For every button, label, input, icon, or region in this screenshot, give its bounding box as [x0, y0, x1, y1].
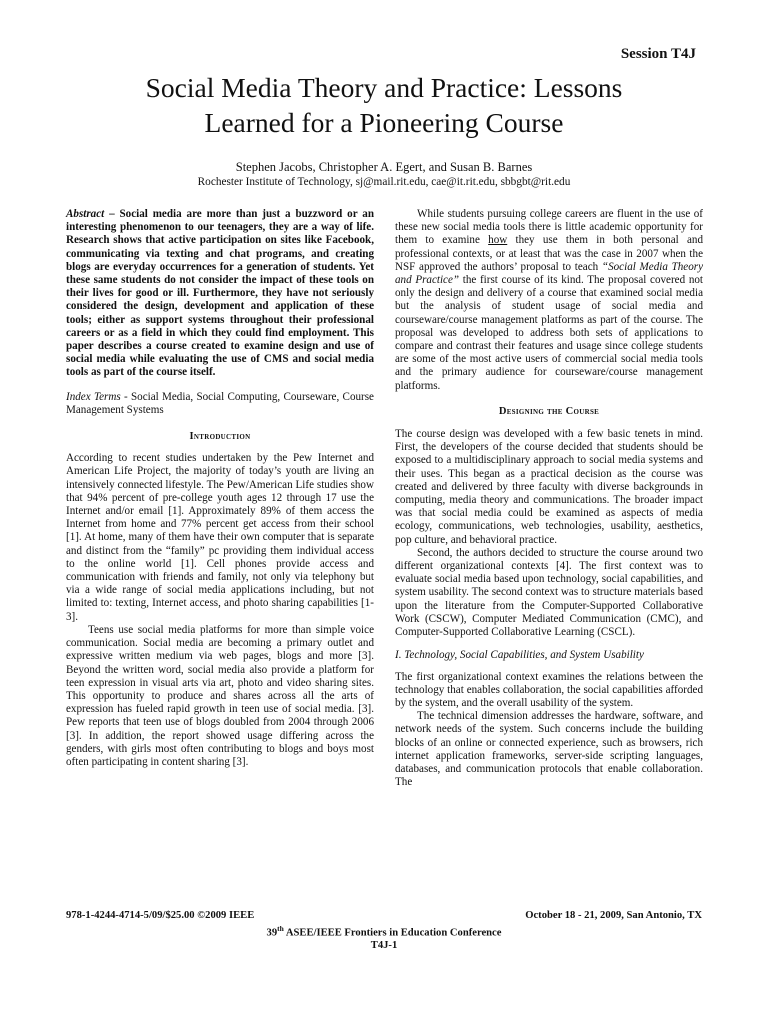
subsection-heading: I. Technology, Social Capabilities, and System Usability [395, 649, 644, 662]
abstract-label: Abstract [66, 208, 105, 220]
conf-number: 39 [266, 927, 278, 939]
footer-isbn: 978-1-4244-4714-5/09/$25.00 ©2009 IEEE [66, 910, 255, 921]
right-paragraph-1 [395, 208, 703, 393]
design-paragraph-1: The course design was developed with a few basic tenets in mind. First, the developers of the course decided that students should be exposed to a multidisciplinary approach to social media systems and their uses. This began as a practical decision as the course was created and delivered by three faculty with diverse backgrounds in computing, media theory and communications. The broader impact was that social media could be examined as aspects of media ecology, communications, web technologies, usability, aesthetics, pop culture, and behavioral practice. [395, 428, 703, 546]
footer-date: October 18 - 21, 2009, San Antonio, TX [525, 910, 702, 921]
design-paragraph-2: Second, the authors decided to structure the course around two different organizational contexts [4]. The first context was to evaluate social media based upon technology, social capabilities, and system usability. The second context was to structure materials based upon the literature from the Computer-Supported Collaborative Work (CSCW), Computer Mediated Communication (CMC), and Computer-Supported Collaborative Learning (CSCL). [395, 546, 703, 639]
index-terms [66, 391, 374, 417]
conf-ordinal: th [277, 924, 284, 933]
authors: Stephen Jacobs, Christopher A. Egert, and Susan B. Barnes [235, 160, 533, 174]
title-line-1: Social Media Theory and Practice: Lessons [145, 72, 623, 103]
conference-name [0, 924, 768, 939]
right-p1-a: While students pursuing college careers are fluent in the use of these new social media tools there is little academic opportunity for them to examine [395, 208, 703, 247]
designing-heading: Designing the Course [498, 405, 600, 417]
introduction-heading: Introduction [189, 431, 251, 443]
conf-title: ASEE/IEEE Frontiers in Education Conference [283, 927, 502, 939]
right-p1-how: how [488, 234, 508, 247]
right-p1-b: they use them in both personal and professional contexts, or at least that was the case in 2007 when the NSF approved the authors’ proposal to teach [395, 234, 703, 273]
page-number: T4J-1 [370, 940, 398, 951]
title-line-2: Learned for a Pioneering Course [204, 107, 564, 138]
abstract [66, 208, 374, 380]
intro-paragraph-2: Teens use social media platforms for more than simple voice communication. Social media are becoming a primary outlet and expressive written medium via web pages, blogs and more [3]. Beyond the written word, social media also provide a platform for teen expression in visual arts via art, photo and video sharing sites. This opportunity to produce and shares across all the arts of expression has fueled rapid growth in teen use of social media. [3]. Pew reports that teen use of blogs doubled from 2004 through 2006 [3]. In addition, the report showed usage differing across the genders, with girls most often contributing to blogs and boys most often participating in content sharing [3]. [66, 623, 374, 768]
right-p1-c: the first course of its kind. The proposal covered not only the design and delivery of a course that examined social media but the analysis of student usage of social media and courseware/course management platforms as part of the course. The proposal was developed to address both sets of applications to compare and contrast their features and usage since college students are some of the most active users of commercial social media tools and the primary audience for courseware/course management platforms. [395, 274, 703, 392]
index-terms-label: Index Terms [66, 390, 121, 403]
session-label: Session T4J [620, 46, 696, 62]
tech-paragraph-1: The first organizational context examines the relations between the technology that enables collaboration, the social capabilities afforded by the system, and the overall usability of the system. [395, 670, 703, 709]
index-terms-text: - Social Media, Social Computing, Courseware, Course Management Systems [66, 390, 374, 416]
paper-title [60, 70, 708, 140]
left-column [66, 208, 374, 769]
abstract-text: – Social media are more than just a buzzword or an interesting phenomenon to our teenagers, they are a way of life. Research shows that active participation on sites like Facebook, communicating via texting and chat programs, and creating blogs are everyday occurrences for a generation of students. Yet these same students do not consider the impact of these tools on their lives for good or ill. Furthermore, they have not seriously considered the design, development and application of these tools; either as support systems throughout their professional careers or as a field in which they could find employment. This paper describes a course created to examine design and use of social media while evaluating the use of CMS and social media tools as part of the course itself. [66, 208, 374, 379]
affiliation: Rochester Institute of Technology, sj@mail.rit.edu, cae@it.rit.edu, sbbgbt@rit.edu [197, 176, 571, 188]
right-column [395, 208, 703, 789]
intro-paragraph-1: According to recent studies undertaken by the Pew Internet and American Life Project, the majority of today’s youth are living an intensively connected lifestyle. The Pew/American Life studies show that 94% percent of pre-college youth ages 12 through 17 use the Internet and/or email [1]. Approximately 89% of them access the Internet from home and 77% percent get access from their school [1]. At home, many of them have their own computer that is separate and distinct from the “family” pc providing them individual access to the online world [1]. Cell phones provide access and communication with friends and family, not only via telephony but via a wide range of social media applications including, but not limited to: texting, Internet access, and photo sharing capabilities [1-3]. [66, 452, 374, 623]
course-name: “Social Media Theory and Practice” [395, 260, 704, 287]
tech-paragraph-2: The technical dimension addresses the hardware, software, and network needs of the system. Such concerns include the building blocks of an online or connected experience, such as browsers, rich internet application frameworks, server-side scripting languages, databases, and communication protocols that enable collaboration. The [395, 710, 703, 789]
